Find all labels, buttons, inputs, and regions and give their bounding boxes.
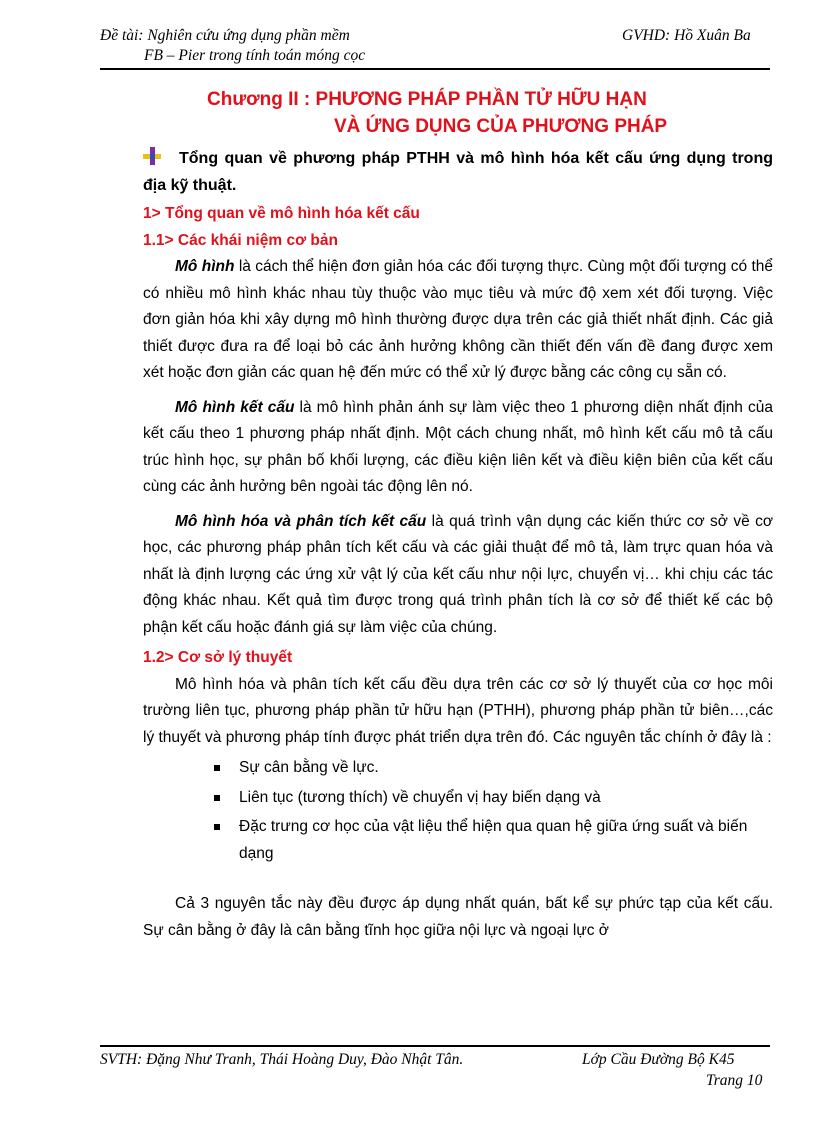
- footer-students: SVTH: Đặng Như Tranh, Thái Hoàng Duy, Đào Nhật Tân.: [100, 1051, 464, 1068]
- square-bullet-icon: [214, 824, 220, 830]
- paragraph-theory: Mô hình hóa và phân tích kết cấu đều dựa trên các cơ sở lý thuyết của cơ học môi trường liên tục, phương pháp phần tử hữu hạn (PTHH), phương pháp phần tử biên…,các lý thuyết và phương pháp tính được phát triển dựa trên đó. Các nguyên tắc chính ở đây là :: [143, 675, 773, 746]
- principles-list: [143, 755, 773, 867]
- paragraph-modeling-analysis: Mô hình hóa và phân tích kết cấu là quá trình vận dụng các kiến thức cơ sở về cơ học, các phương pháp phân tích kết cấu và các giải thuật để mô tả, làm trực quan hóa và nhất là định lượng các ứng xử vật lý của kết cấu như nội lực, chuyển vị… khi chịu các tác động khác nhau. Kết quả tìm được trong quá trình phân tích là cơ sở để thiết kế các bộ phận kết cấu hoặc đánh giá sự làm việc của chúng.: [143, 512, 773, 636]
- list-item: Liên tục (tương thích) về chuyển vị hay biến dạng và: [143, 785, 773, 812]
- footer-class: Lớp Cầu Đường Bộ K45: [582, 1051, 735, 1068]
- section1-1-heading: 1.1> Các khái niệm cơ bản: [143, 231, 338, 249]
- header-rule: [100, 68, 770, 70]
- header-advisor: GVHD: Hồ Xuân Ba: [622, 27, 751, 44]
- paragraph-principles: Cả 3 nguyên tắc này đều được áp dụng nhất quán, bất kể sự phức tạp của kết cấu. Sự cân bằng ở đây là cân bằng tĩnh học giữa nội lực và ngoại lực ở: [143, 895, 773, 939]
- term-modeling-analysis: Mô hình hóa và phân tích kết cấu: [175, 512, 427, 530]
- overview-heading: Tổng quan về phương pháp PTHH và mô hình hóa kết cấu ứng dụng trong địa kỹ thuật.: [143, 145, 773, 199]
- body-content: [143, 145, 773, 944]
- list-item: Sự cân bằng về lực.: [143, 755, 773, 782]
- list-item: Đặc trưng cơ học của vật liệu thể hiện qua quan hệ giữa ứng suất và biến dạng: [143, 814, 773, 867]
- footer-rule: [100, 1045, 770, 1047]
- square-bullet-icon: [214, 795, 220, 801]
- paragraph-model: Mô hình là cách thể hiện đơn giản hóa các đối tượng thực. Cùng một đối tượng có thể có nhiều mô hình khác nhau tùy thuộc vào mục tiêu và mức độ xem xét đối tượng. Việc đơn giản hóa khi xây dựng mô hình thường được dựa trên các giả thiết nhất định. Các giả thiết được đưa ra để loại bỏ các ảnh hưởng không cần thiết đến vấn đề đang được xem xét hoặc đơn giản các quan hệ đến mức có thể xử lý được bằng các công cụ sẵn có.: [143, 258, 773, 381]
- term-model: Mô hình: [175, 258, 235, 275]
- plus-bullet-icon: [143, 147, 161, 165]
- term-structural-model: Mô hình kết cấu: [175, 398, 295, 416]
- chapter-title-line2: VÀ ỨNG DỤNG CỦA PHƯƠNG PHÁP: [334, 116, 668, 137]
- square-bullet-icon: [214, 765, 220, 771]
- section1-heading: 1> Tổng quan về mô hình hóa kết cấu: [143, 205, 420, 222]
- section1-2-heading: 1.2> Cơ sở lý thuyết: [143, 649, 293, 666]
- chapter-title-line1: Chương II : PHƯƠNG PHÁP PHẦN TỬ HỮU HẠN: [207, 89, 647, 110]
- header-topic-line1: Đề tài: Nghiên cứu ứng dụng phần mềm: [100, 27, 350, 44]
- paragraph-structural-model: Mô hình kết cấu là mô hình phản ánh sự làm việc theo 1 phương diện nhất định của kết cấu theo 1 phương pháp nhất định. Một cách chung nhất, mô hình kết cấu mô tả cấu trúc hình học, sự phân bố khối lượng, các điều kiện liên kết và điều kiện biên của kết cấu cùng các ảnh hưởng bên ngoài tác động lên nó.: [143, 398, 773, 495]
- footer-page-number: Trang 10: [706, 1072, 763, 1089]
- header-topic-line2: FB – Pier trong tính toán móng cọc: [144, 47, 366, 64]
